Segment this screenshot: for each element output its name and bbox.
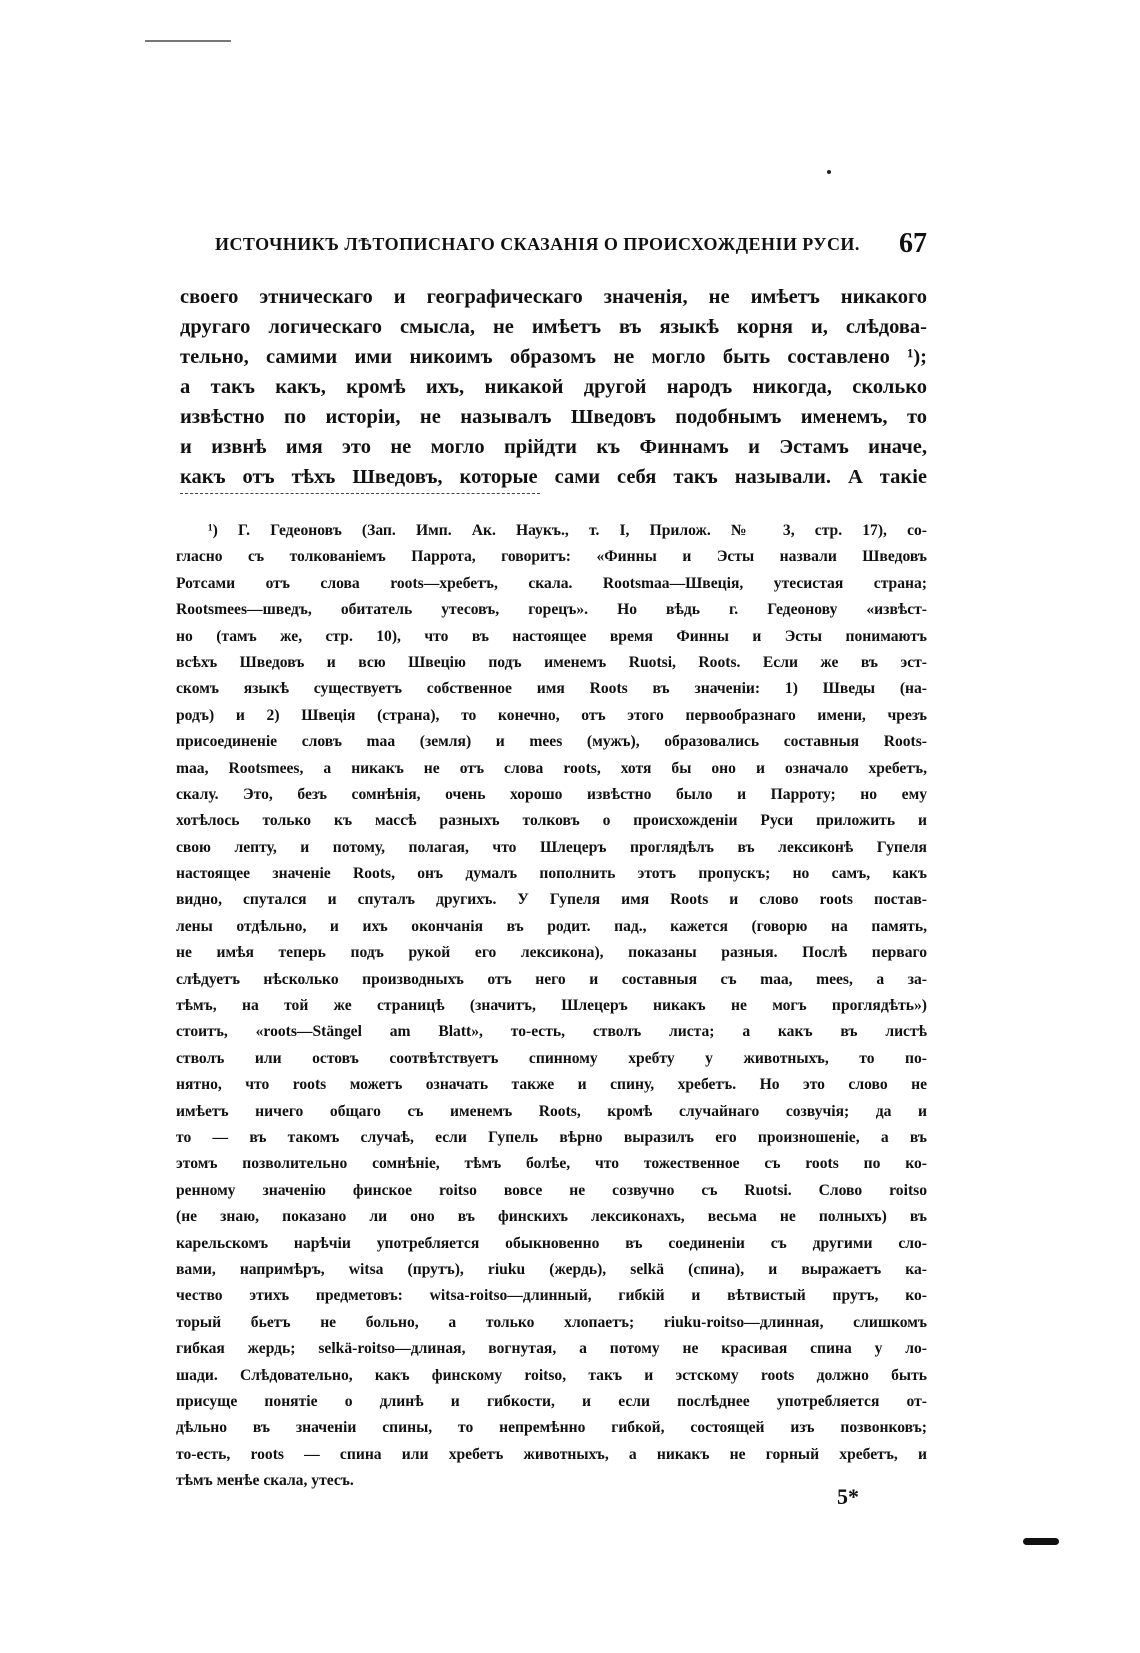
main-text-line: извѣстно по исторіи, не называлъ Шведовъ подобнымъ именемъ, то bbox=[180, 406, 927, 428]
main-text-line: другаго логическаго смысла, не имѣетъ въ языкѣ корня и, слѣдова- bbox=[180, 316, 927, 338]
footnote-line: присуще понятіе о длинѣ и гибкости, и если послѣднее употребляется от- bbox=[176, 1392, 927, 1410]
signature-mark: 5* bbox=[837, 1484, 859, 1509]
main-text bbox=[180, 282, 927, 492]
footnote-line: Ротсами отъ слова roots—хребетъ, скала. Rootsmaa—Швеція, утесистая страна; bbox=[176, 574, 927, 592]
main-text-line: а такъ какъ, кромѣ ихъ, никакой другой народъ никогда, сколько bbox=[180, 376, 927, 398]
footnote bbox=[176, 518, 927, 1494]
footnote-line: нятно, что roots можетъ означать также и спину, хребетъ. Но это слово не bbox=[176, 1076, 927, 1094]
footnote-line: тѣмъ менѣе скала, утесъ. bbox=[176, 1472, 354, 1490]
footnote-line: настоящее значеніе Roots, онъ думалъ пополнить этотъ пропускъ; но самъ, какъ bbox=[176, 865, 927, 883]
footnote-line: имѣетъ ничего общаго съ именемъ Roots, кромѣ случайнаго созвучія; да и bbox=[176, 1102, 927, 1120]
footnote-line: вами, напримѣръ, witsa (прутъ), riuku (жердь), selkä (спина), и выражаетъ ка- bbox=[176, 1260, 927, 1278]
footnote-line: шади. Слѣдовательно, какъ финскому roitso, такъ и эстскому roots должно быть bbox=[176, 1366, 927, 1384]
ink-speck bbox=[827, 170, 831, 174]
footnote-line: то-есть, roots — спина или хребетъ животныхъ, а никакъ не горный хребетъ, и bbox=[176, 1445, 927, 1463]
footnote-line: тѣмъ, на той же страницѣ (значитъ, Шлецеръ никакъ не могъ проглядѣть») bbox=[176, 997, 927, 1015]
main-text-line: своего этническаго и географическаго значенія, не имѣетъ никакого bbox=[180, 286, 927, 308]
main-text-line: и извнѣ имя это не могло прійдти къ Финнамъ и Эстамъ иначе, bbox=[180, 436, 927, 458]
footnote-line: ¹) Г. Гедеоновъ (Зап. Имп. Ак. Наукъ., т. I, Прилож. № 3, стр. 17), со- bbox=[208, 522, 927, 539]
footnote-line: стоитъ, «roots—Stängel am Blatt», то-есть, стволъ листа; а какъ въ листѣ bbox=[176, 1023, 927, 1041]
footnote-line: карельскомъ нарѣчіи употребляется обыкновенно въ соединеніи съ другими сло- bbox=[176, 1234, 927, 1252]
page-number: 67 bbox=[899, 228, 927, 259]
footnote-line: скомъ языкѣ существуетъ собственное имя Roots въ значеніи: 1) Шведы (на- bbox=[176, 680, 927, 698]
footnote-line: Rootsmees—шведъ, обитатель утесовъ, горецъ». Но вѣдь г. Гедеонову «извѣст- bbox=[176, 601, 927, 619]
footnote-line: свою лепту, и потому, полагая, что Шлецеръ проглядѣлъ въ лексиконѣ Гупеля bbox=[176, 838, 927, 856]
footnote-line: этомъ позволительно сомнѣніе, тѣмъ болѣе, что тожественное съ roots по ко- bbox=[176, 1155, 927, 1173]
footnote-divider bbox=[180, 493, 540, 494]
footnote-line: слѣдуетъ нѣсколько производныхъ отъ него и составныя съ maa, mees, а за- bbox=[176, 970, 927, 988]
footnote-line: хотѣлось только къ массѣ разныхъ толковъ о происхожденіи Руси приложить и bbox=[176, 812, 927, 830]
footnote-line: ренному значенію финское roitso вовсе не созвучно съ Ruotsi. Слово roitso bbox=[176, 1181, 927, 1199]
footnote-line: видно, спутался и спуталъ другихъ. У Гупеля имя Roots и слово roots постав- bbox=[176, 891, 927, 909]
main-text-line: тельно, самими ими никоимъ образомъ не могло быть составлено ¹); bbox=[180, 346, 927, 368]
main-text-line: какъ отъ тѣхъ Шведовъ, которые сами себя такъ называли. А такіе bbox=[180, 466, 927, 488]
edge-mark bbox=[1023, 1538, 1059, 1545]
footnote-line: то — въ такомъ случаѣ, если Гупель вѣрно выразилъ его произношеніе, а въ bbox=[176, 1128, 927, 1146]
footnote-line: maa, Rootsmees, а никакъ не отъ слова roots, хотя бы оно и означало хребетъ, bbox=[176, 759, 927, 777]
footnote-line: всѣхъ Шведовъ и всю Швецію подъ именемъ Ruotsi, Roots. Если же въ эст- bbox=[176, 653, 927, 671]
running-title: ИСТОЧНИКЪ ЛѢТОПИСНАГО СКАЗАНІЯ О ПРОИСХОЖДЕНІИ РУСИ. bbox=[215, 234, 860, 254]
footnote-line: стволъ или остовъ соотвѣтствуетъ спинному хребту у животныхъ, то по- bbox=[176, 1049, 927, 1067]
footnote-line: присоединеніе словъ maa (земля) и mees (мужъ), образовались составныя Roots- bbox=[176, 733, 927, 751]
footnote-line: но (тамъ же, стр. 10), что въ настоящее время Финны и Эсты понимаютъ bbox=[176, 627, 927, 645]
footnote-line: гласно съ толкованіемъ Паррота, говоритъ: «Финны и Эсты назвали Шведовъ bbox=[176, 548, 927, 566]
footnote-line: торый бьетъ не больно, а только хлопаетъ; riuku-roitso—длинная, слишкомъ bbox=[176, 1313, 927, 1331]
footnote-line: (не знаю, показано ли оно въ финскихъ лексиконахъ, весьма не полныхъ) въ bbox=[176, 1208, 927, 1226]
corner-rule bbox=[145, 40, 231, 42]
footnote-line: гибкая жердь; selkä-roitso—длиная, вогнутая, а потому не красивая спина у ло- bbox=[176, 1340, 927, 1358]
footnote-line: не имѣя теперь подъ рукой его лексикона), показаны разныя. Послѣ перваго bbox=[176, 944, 927, 962]
footnote-line: чество этихъ предметовъ: witsa-roitso—длинный, гибкій и вѣтвистый прутъ, ко- bbox=[176, 1287, 927, 1305]
footnote-line: лены отдѣльно, и ихъ окончанія въ родит. пад., кажется (говорю на память, bbox=[176, 917, 927, 935]
footnote-line: родъ) и 2) Швеція (страна), то конечно, отъ этого первообразнаго имени, чрезъ bbox=[176, 706, 927, 724]
footnote-line: скалу. Это, безъ сомнѣнія, очень хорошо извѣстно было и Парроту; но ему bbox=[176, 785, 927, 803]
running-head bbox=[215, 230, 927, 264]
footnote-line: дѣльно въ значеніи спины, то непремѣнно гибкой, состоящей изъ позвонковъ; bbox=[176, 1419, 927, 1437]
